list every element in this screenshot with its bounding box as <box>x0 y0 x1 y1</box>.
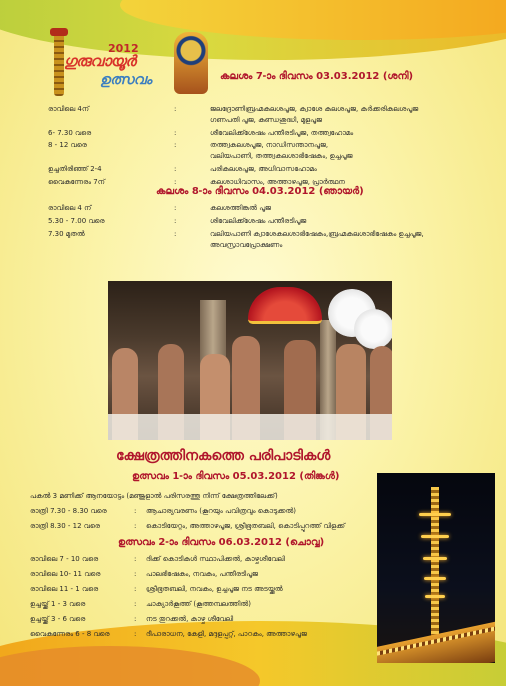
schedule-time: രാവിലെ 4 ന് <box>48 204 92 212</box>
schedule-desc: നട തുറക്കൽ, കാഴ്ച ശീവേലി <box>146 615 234 623</box>
schedule-sep: : <box>134 585 137 593</box>
lamp-tier <box>421 535 449 538</box>
schedule-sep: : <box>174 141 177 149</box>
schedule-time: 6- 7.30 വരെ <box>48 129 92 137</box>
schedule-sep: : <box>134 570 137 578</box>
schedule-time: ഉച്ചയ്ക്ക് 3 - 6 വരെ <box>30 615 86 623</box>
schedule-desc: ചാക്യാർകൂത്ത് (കൂത്തമ്പലത്തിൽ) <box>146 600 251 608</box>
logo-title-line1: ഗുരുവായൂർ <box>64 52 136 70</box>
fest2-title: ഉത്സവം 2-ാം ദിവസം 06.03.2012 (ചൊവ്വ) <box>118 537 325 548</box>
schedule-sep: : <box>174 230 177 238</box>
logo-year: 2012 <box>108 42 139 55</box>
schedule-time: 8 - 12 വരെ <box>48 141 87 149</box>
schedule-sep: : <box>174 217 177 225</box>
schedule-sep: : <box>174 204 177 212</box>
schedule-sep: : <box>174 105 177 113</box>
programs-title: ക്ഷേത്രത്തിനകത്തെ പരിപാടികൾ <box>116 448 331 464</box>
schedule-desc: അവസ്രാവപ്രോക്ഷണം <box>210 241 283 249</box>
schedule-desc: ജലദ്രോണിബ്രഹ്മകലശപൂജ, ക്വാശേ കലശപൂജ, കർക്കരികലശപൂജ <box>210 105 419 113</box>
schedule-sep: : <box>134 615 137 623</box>
day7-title: കലശം 7-ാം ദിവസം 03.03.2012 (ശനി) <box>220 71 414 82</box>
schedule-desc: കലശത്തിങ്കൽ പൂജ <box>210 204 272 212</box>
schedule-desc: ശ്രീഭൂതബലി, നവകം, ഉച്ചപൂജ നട അടയ്ക്കൽ <box>146 585 283 593</box>
schedule-time: രാവിലെ 11 - 1 വരെ <box>30 585 99 593</box>
schedule-desc: വലിയപാണി ക്വാശേകലശാഭിഷേകം,ബ്രഹ്മകലശാഭിഷേകം ഉച്ചപൂജ, <box>210 230 424 238</box>
schedule-desc: ദീപാരാധന, കേളി, മദ്ദളപ്പറ്റ്, പാഠകം, അത്താഴപൂജ <box>146 630 307 638</box>
schedule-time: വൈകുന്നേരം 7ന് <box>48 178 105 186</box>
lamp-pole-cap <box>50 28 68 36</box>
temple-procession-photo <box>108 281 392 440</box>
schedule-time: ഉച്ചതിരിഞ്ഞ് 2-4 <box>48 165 102 173</box>
photo-mundu <box>108 414 392 440</box>
schedule-sep: : <box>134 507 137 515</box>
schedule-time: 7.30 മുതൽ <box>48 230 85 238</box>
schedule-desc: ഗണപതി പൂജ, കുണ്ഡശുദ്ധി, മുളപൂജ <box>210 116 323 124</box>
schedule-sep: : <box>134 630 137 638</box>
day8-title: കലശം 8-ാം ദിവസം 04.03.2012 (ഞായർ) <box>156 186 364 197</box>
schedule-time: രാവിലെ 10- 11 വരെ <box>30 570 101 578</box>
schedule-sep: : <box>174 165 177 173</box>
schedule-sep: : <box>174 178 177 186</box>
deepastambham-photo <box>377 473 495 663</box>
deity-icon <box>174 32 208 94</box>
schedule-time: രാത്രി 7.30 - 8.30 വരെ <box>30 507 107 515</box>
schedule-time: വൈകുന്നേരം 6 - 8 വരെ <box>30 630 110 638</box>
schedule-desc: കൊടിയേറ്റം, അത്താഴപൂജ, ശ്രീഭൂതബലി, കൊടിപ്പുറത്ത് വിളക്ക് <box>146 522 346 530</box>
fest1-title: ഉത്സവം 1-ാം ദിവസം 05.03.2012 (തിങ്കൾ) <box>132 471 340 482</box>
lamp-tier <box>423 557 447 560</box>
logo-title-line2: ഉത്സവം <box>100 72 152 88</box>
schedule-desc: ദിക്ക് കൊടികൾ സ്ഥാപിക്കൽ, കാഴ്ചശീവേലി <box>146 555 285 563</box>
schedule-time: 5.30 - 7.00 വരെ <box>48 217 105 225</box>
schedule-desc: ശീവേലിക്ക്ശേഷം പന്തീരടിപൂജ, തത്ത്വഹോമം <box>210 129 354 137</box>
photo-parasol <box>248 287 322 324</box>
lamp-pillar <box>431 487 439 637</box>
schedule-desc: ശിവേലിക്ക്ശേഷം പന്തീരടിപൂജ <box>210 217 307 225</box>
schedule-time: രാവിലെ 7 - 10 വരെ <box>30 555 99 563</box>
schedule-desc: പരികലശപൂജ, അധിവാസഹോമം <box>210 165 317 173</box>
lamp-pole-icon <box>54 30 64 96</box>
schedule-desc: ആചാര്യവരണം (കൂറയും പവിത്രവും കൊടുക്കൽ) <box>146 507 297 515</box>
schedule-desc: പാലഭിഷേകം, നവകം, പന്തീരടിപൂജ <box>146 570 259 578</box>
schedule-desc: കലശാധിവാസം, അത്താഴപൂജ, പ്രാർത്ഥന <box>210 178 345 186</box>
schedule-sep: : <box>134 522 137 530</box>
schedule-time: രാവിലെ 4ന് <box>48 105 90 113</box>
schedule-desc: വലിയപാണി, തത്ത്വകലശാഭിഷേകം, ഉച്ചപൂജ <box>210 152 353 160</box>
lamp-tier <box>419 513 451 516</box>
schedule-time: രാത്രി 8.30 - 12 വരെ <box>30 522 100 530</box>
festival-logo <box>44 28 214 100</box>
lamp-tier <box>425 595 445 598</box>
schedule-sep: : <box>174 129 177 137</box>
schedule-desc: തത്ത്വകലശപൂജ, നാഡിസന്താനപൂജ, <box>210 141 329 149</box>
schedule-sep: : <box>134 600 137 608</box>
schedule-time: ഉച്ചയ്ക്ക് 1 - 3 വരെ <box>30 600 86 608</box>
photo-venchamaram <box>354 309 392 349</box>
schedule-sep: : <box>134 555 137 563</box>
schedule-time: പകൽ 3 മണിക്ക് ആനയോട്ടം (മഞ്ജുളാൽ പരിസരത്തു നിന്ന് ക്ഷേത്രത്തിലേക്ക്) <box>30 492 278 500</box>
lamp-tier <box>424 577 446 580</box>
